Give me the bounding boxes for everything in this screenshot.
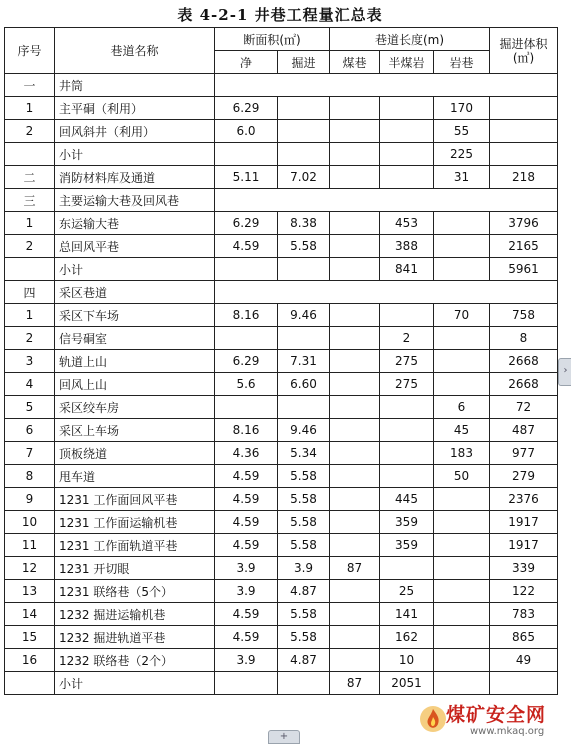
cell-name: 顶板绕道 xyxy=(55,442,215,465)
header-excavation: 掘进 xyxy=(278,51,330,74)
table-row xyxy=(5,304,558,327)
cell-excavation-area: 3.9 xyxy=(278,557,330,580)
cell-net-area: 3.9 xyxy=(215,580,278,603)
cell-semi-coal-rock-length: 2051 xyxy=(380,672,434,695)
cell-seq: 四 xyxy=(5,281,55,304)
cell-seq: 6 xyxy=(5,419,55,442)
cell-rock-length xyxy=(434,488,490,511)
cell-rock-length xyxy=(434,580,490,603)
cell-volume: 72 xyxy=(490,396,558,419)
table-row xyxy=(5,488,558,511)
cell-name: 采区绞车房 xyxy=(55,396,215,419)
header-section-area: 断面积(㎡) xyxy=(215,28,330,51)
cell-semi-coal-rock-length: 359 xyxy=(380,511,434,534)
cell-net-area xyxy=(215,281,558,304)
cell-excavation-area xyxy=(278,143,330,166)
cell-name: 1232 掘进轨道平巷 xyxy=(55,626,215,649)
table-row xyxy=(5,557,558,580)
cell-coal-length: 87 xyxy=(330,672,380,695)
cell-rock-length: 6 xyxy=(434,396,490,419)
cell-rock-length xyxy=(434,511,490,534)
cell-seq: 一 xyxy=(5,74,55,97)
cell-seq xyxy=(5,672,55,695)
cell-rock-length: 170 xyxy=(434,97,490,120)
cell-excavation-area: 9.46 xyxy=(278,304,330,327)
cell-net-area: 3.9 xyxy=(215,557,278,580)
cell-name: 小计 xyxy=(55,258,215,281)
cell-semi-coal-rock-length: 388 xyxy=(380,235,434,258)
cell-name: 采区上车场 xyxy=(55,419,215,442)
cell-net-area: 4.59 xyxy=(215,488,278,511)
cell-semi-coal-rock-length xyxy=(380,120,434,143)
cell-seq: 4 xyxy=(5,373,55,396)
cell-name: 总回风平巷 xyxy=(55,235,215,258)
cell-coal-length xyxy=(330,465,380,488)
cell-seq xyxy=(5,143,55,166)
table-row xyxy=(5,373,558,396)
cell-volume: 977 xyxy=(490,442,558,465)
table-row xyxy=(5,626,558,649)
header-rock: 岩巷 xyxy=(434,51,490,74)
cell-net-area xyxy=(215,672,278,695)
cell-semi-coal-rock-length xyxy=(380,304,434,327)
cell-seq xyxy=(5,258,55,281)
cell-semi-coal-rock-length xyxy=(380,396,434,419)
cell-volume: 3796 xyxy=(490,212,558,235)
table-body xyxy=(5,74,558,695)
cell-net-area: 6.0 xyxy=(215,120,278,143)
table-row xyxy=(5,442,558,465)
cell-rock-length xyxy=(434,626,490,649)
table-section-row xyxy=(5,74,558,97)
cell-name: 消防材料库及通道 xyxy=(55,166,215,189)
table-row xyxy=(5,649,558,672)
cell-volume: 1917 xyxy=(490,511,558,534)
table-row xyxy=(5,603,558,626)
cell-excavation-area: 4.87 xyxy=(278,649,330,672)
plus-icon[interactable] xyxy=(268,730,300,744)
cell-coal-length xyxy=(330,626,380,649)
cell-semi-coal-rock-length: 141 xyxy=(380,603,434,626)
table-row xyxy=(5,166,558,189)
cell-coal-length: 87 xyxy=(330,557,380,580)
cell-seq: 2 xyxy=(5,235,55,258)
cell-name: 1231 工作面运输机巷 xyxy=(55,511,215,534)
cell-excavation-area: 5.34 xyxy=(278,442,330,465)
cell-net-area: 6.29 xyxy=(215,212,278,235)
table-row xyxy=(5,396,558,419)
table-row xyxy=(5,212,558,235)
cell-seq: 3 xyxy=(5,350,55,373)
cell-volume xyxy=(490,120,558,143)
cell-volume: 1917 xyxy=(490,534,558,557)
table-row xyxy=(5,465,558,488)
cell-volume: 2668 xyxy=(490,373,558,396)
table-row xyxy=(5,672,558,695)
cell-volume: 218 xyxy=(490,166,558,189)
cell-name: 回风斜井（利用） xyxy=(55,120,215,143)
cell-net-area: 5.11 xyxy=(215,166,278,189)
cell-coal-length xyxy=(330,396,380,419)
watermark-text: 煤矿安全网 xyxy=(446,704,547,726)
cell-rock-length xyxy=(434,373,490,396)
cell-coal-length xyxy=(330,373,380,396)
cell-net-area: 4.59 xyxy=(215,626,278,649)
cell-volume: 2165 xyxy=(490,235,558,258)
cell-net-area: 4.59 xyxy=(215,534,278,557)
cell-semi-coal-rock-length: 359 xyxy=(380,534,434,557)
cell-coal-length xyxy=(330,442,380,465)
cell-coal-length xyxy=(330,419,380,442)
cell-seq: 15 xyxy=(5,626,55,649)
cell-seq: 7 xyxy=(5,442,55,465)
cell-seq: 13 xyxy=(5,580,55,603)
cell-name: 小计 xyxy=(55,143,215,166)
cell-seq: 14 xyxy=(5,603,55,626)
table-title: 表 4-2-1 井巷工程量汇总表 xyxy=(177,6,383,24)
cell-name: 小计 xyxy=(55,672,215,695)
cell-net-area: 4.59 xyxy=(215,465,278,488)
cell-semi-coal-rock-length: 25 xyxy=(380,580,434,603)
cell-seq: 2 xyxy=(5,327,55,350)
header-volume: 掘进体积(㎥) xyxy=(490,28,558,74)
cell-semi-coal-rock-length xyxy=(380,557,434,580)
cell-coal-length xyxy=(330,603,380,626)
cell-name: 甩车道 xyxy=(55,465,215,488)
cell-net-area: 8.16 xyxy=(215,419,278,442)
cell-net-area: 5.6 xyxy=(215,373,278,396)
cell-excavation-area: 6.60 xyxy=(278,373,330,396)
summary-table xyxy=(4,27,558,695)
header-coal: 煤巷 xyxy=(330,51,380,74)
cell-volume: 783 xyxy=(490,603,558,626)
expand-arrow-icon[interactable] xyxy=(558,358,571,386)
table-row xyxy=(5,534,558,557)
cell-excavation-area: 5.58 xyxy=(278,235,330,258)
cell-semi-coal-rock-length: 275 xyxy=(380,350,434,373)
header-name: 巷道名称 xyxy=(55,28,215,74)
cell-excavation-area xyxy=(278,258,330,281)
cell-coal-length xyxy=(330,166,380,189)
cell-coal-length xyxy=(330,304,380,327)
table-row xyxy=(5,327,558,350)
cell-coal-length xyxy=(330,258,380,281)
header-semi-coal-rock: 半煤岩 xyxy=(380,51,434,74)
cell-volume: 5961 xyxy=(490,258,558,281)
cell-excavation-area xyxy=(278,97,330,120)
cell-rock-length: 225 xyxy=(434,143,490,166)
cell-net-area xyxy=(215,143,278,166)
cell-seq: 12 xyxy=(5,557,55,580)
cell-excavation-area: 5.58 xyxy=(278,626,330,649)
cell-name: 轨道上山 xyxy=(55,350,215,373)
cell-semi-coal-rock-length: 275 xyxy=(380,373,434,396)
table-row xyxy=(5,97,558,120)
cell-volume: 122 xyxy=(490,580,558,603)
cell-name: 1231 开切眼 xyxy=(55,557,215,580)
table-row xyxy=(5,350,558,373)
table-section-row xyxy=(5,281,558,304)
cell-rock-length xyxy=(434,327,490,350)
cell-volume: 279 xyxy=(490,465,558,488)
cell-volume: 758 xyxy=(490,304,558,327)
cell-volume: 8 xyxy=(490,327,558,350)
cell-excavation-area xyxy=(278,120,330,143)
cell-excavation-area: 4.87 xyxy=(278,580,330,603)
cell-volume: 49 xyxy=(490,649,558,672)
cell-name: 井筒 xyxy=(55,74,215,97)
cell-name: 主平硐（利用） xyxy=(55,97,215,120)
cell-seq: 1 xyxy=(5,212,55,235)
cell-coal-length xyxy=(330,649,380,672)
cell-excavation-area: 7.31 xyxy=(278,350,330,373)
header-seq: 序号 xyxy=(5,28,55,74)
cell-excavation-area: 5.58 xyxy=(278,511,330,534)
cell-coal-length xyxy=(330,212,380,235)
cell-seq: 11 xyxy=(5,534,55,557)
cell-semi-coal-rock-length: 841 xyxy=(380,258,434,281)
cell-excavation-area: 5.58 xyxy=(278,465,330,488)
cell-net-area xyxy=(215,189,558,212)
cell-name: 1231 联络巷（5个） xyxy=(55,580,215,603)
cell-name: 1231 工作面轨道平巷 xyxy=(55,534,215,557)
cell-volume: 2376 xyxy=(490,488,558,511)
header-net: 净 xyxy=(215,51,278,74)
cell-rock-length xyxy=(434,557,490,580)
cell-volume: 865 xyxy=(490,626,558,649)
cell-semi-coal-rock-length xyxy=(380,465,434,488)
table-row xyxy=(5,235,558,258)
cell-coal-length xyxy=(330,350,380,373)
cell-coal-length xyxy=(330,327,380,350)
cell-net-area xyxy=(215,396,278,419)
cell-name: 1232 联络巷（2个） xyxy=(55,649,215,672)
cell-rock-length: 55 xyxy=(434,120,490,143)
cell-semi-coal-rock-length xyxy=(380,97,434,120)
cell-volume: 2668 xyxy=(490,350,558,373)
watermark-url: www.mkaq.org xyxy=(470,726,545,737)
cell-seq: 16 xyxy=(5,649,55,672)
cell-excavation-area: 5.58 xyxy=(278,603,330,626)
cell-rock-length: 45 xyxy=(434,419,490,442)
cell-rock-length xyxy=(434,350,490,373)
cell-seq: 10 xyxy=(5,511,55,534)
cell-semi-coal-rock-length: 445 xyxy=(380,488,434,511)
cell-rock-length: 183 xyxy=(434,442,490,465)
cell-semi-coal-rock-length xyxy=(380,143,434,166)
cell-volume: 339 xyxy=(490,557,558,580)
cell-excavation-area: 9.46 xyxy=(278,419,330,442)
cell-excavation-area: 8.38 xyxy=(278,212,330,235)
cell-excavation-area xyxy=(278,672,330,695)
cell-net-area: 4.59 xyxy=(215,603,278,626)
cell-net-area xyxy=(215,258,278,281)
cell-seq: 2 xyxy=(5,120,55,143)
cell-excavation-area: 5.58 xyxy=(278,488,330,511)
cell-name: 信号硐室 xyxy=(55,327,215,350)
cell-rock-length: 70 xyxy=(434,304,490,327)
cell-excavation-area: 7.02 xyxy=(278,166,330,189)
cell-semi-coal-rock-length: 10 xyxy=(380,649,434,672)
cell-seq: 5 xyxy=(5,396,55,419)
cell-name: 东运输大巷 xyxy=(55,212,215,235)
cell-excavation-area xyxy=(278,327,330,350)
cell-net-area: 6.29 xyxy=(215,97,278,120)
cell-coal-length xyxy=(330,488,380,511)
cell-semi-coal-rock-length: 2 xyxy=(380,327,434,350)
cell-volume xyxy=(490,672,558,695)
cell-net-area: 4.59 xyxy=(215,511,278,534)
cell-coal-length xyxy=(330,534,380,557)
cell-net-area xyxy=(215,74,558,97)
cell-net-area: 8.16 xyxy=(215,304,278,327)
cell-semi-coal-rock-length: 162 xyxy=(380,626,434,649)
cell-seq: 1 xyxy=(5,304,55,327)
table-row xyxy=(5,258,558,281)
cell-rock-length: 50 xyxy=(434,465,490,488)
cell-rock-length: 31 xyxy=(434,166,490,189)
cell-semi-coal-rock-length xyxy=(380,166,434,189)
cell-rock-length xyxy=(434,603,490,626)
cell-semi-coal-rock-length: 453 xyxy=(380,212,434,235)
cell-name: 采区下车场 xyxy=(55,304,215,327)
cell-net-area: 3.9 xyxy=(215,649,278,672)
cell-coal-length xyxy=(330,143,380,166)
cell-net-area: 6.29 xyxy=(215,350,278,373)
watermark-logo xyxy=(418,698,568,742)
table-row xyxy=(5,120,558,143)
cell-name: 1232 掘进运输机巷 xyxy=(55,603,215,626)
cell-coal-length xyxy=(330,235,380,258)
cell-net-area: 4.59 xyxy=(215,235,278,258)
cell-rock-length xyxy=(434,235,490,258)
cell-rock-length xyxy=(434,212,490,235)
table-row xyxy=(5,419,558,442)
cell-name: 1231 工作面回风平巷 xyxy=(55,488,215,511)
cell-excavation-area xyxy=(278,396,330,419)
cell-seq: 9 xyxy=(5,488,55,511)
cell-seq: 三 xyxy=(5,189,55,212)
plus-glyph: + xyxy=(279,731,289,742)
cell-seq: 1 xyxy=(5,97,55,120)
cell-coal-length xyxy=(330,511,380,534)
table-row xyxy=(5,511,558,534)
cell-name: 采区巷道 xyxy=(55,281,215,304)
table-section-row xyxy=(5,189,558,212)
header-length: 巷道长度(m) xyxy=(330,28,490,51)
cell-excavation-area: 5.58 xyxy=(278,534,330,557)
cell-rock-length xyxy=(434,649,490,672)
cell-coal-length xyxy=(330,120,380,143)
cell-seq: 8 xyxy=(5,465,55,488)
cell-name: 主要运输大巷及回风巷 xyxy=(55,189,215,212)
expand-arrow-glyph: › xyxy=(563,365,568,376)
flame-icon xyxy=(418,704,448,734)
cell-rock-length xyxy=(434,258,490,281)
cell-volume: 487 xyxy=(490,419,558,442)
cell-semi-coal-rock-length xyxy=(380,442,434,465)
cell-name: 回风上山 xyxy=(55,373,215,396)
cell-volume xyxy=(490,97,558,120)
cell-net-area: 4.36 xyxy=(215,442,278,465)
table-row xyxy=(5,143,558,166)
cell-rock-length xyxy=(434,672,490,695)
table-row xyxy=(5,580,558,603)
cell-seq: 二 xyxy=(5,166,55,189)
cell-semi-coal-rock-length xyxy=(380,419,434,442)
cell-coal-length xyxy=(330,580,380,603)
cell-rock-length xyxy=(434,534,490,557)
cell-coal-length xyxy=(330,97,380,120)
cell-volume xyxy=(490,143,558,166)
cell-net-area xyxy=(215,327,278,350)
